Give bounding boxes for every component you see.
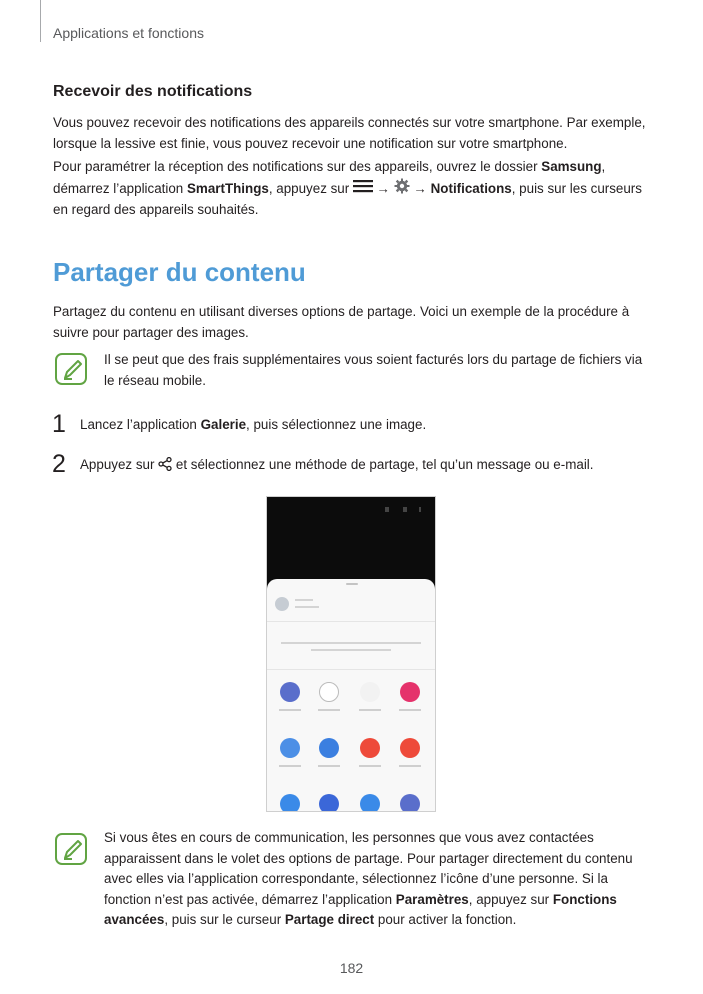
app-label-placeholder — [318, 709, 340, 711]
app-icon — [319, 738, 339, 758]
status-icon — [385, 507, 389, 512]
step-text: Appuyez sur et sélectionnez une méthode de partage, tel qu’un message ou e-mail. — [80, 457, 594, 473]
app-label-placeholder — [279, 765, 301, 767]
contact-name-placeholder — [295, 599, 313, 601]
app-label-placeholder — [399, 709, 421, 711]
note-mobile-fees: Il se peut que des frais supplémentaires vous soient facturés lors du partage de fichiers via le réseau mobile. — [104, 352, 643, 388]
contact-avatar — [275, 597, 289, 611]
app-icon — [400, 682, 420, 702]
step-text: Lancez l’application Galerie, puis sélectionnez une image. — [80, 417, 427, 432]
notifications-paragraph-1: Vous pouvez recevoir des notifications des appareils connectés sur votre smartphone. Par exemple, lorsque la lessive est finie, vous pouvez recevoir une notification sur votre smartphone. — [53, 115, 646, 151]
app-label-placeholder — [279, 709, 301, 711]
sheet-divider — [267, 621, 435, 622]
app-icon — [280, 738, 300, 758]
gear-icon — [394, 178, 410, 201]
share-sheet — [267, 579, 435, 812]
app-label-placeholder — [318, 765, 340, 767]
app-icon — [280, 794, 300, 812]
app-label-placeholder — [359, 709, 381, 711]
app-icon — [360, 682, 380, 702]
share-panel-screenshot — [266, 496, 436, 812]
section-title-notifications: Recevoir des notifications — [53, 83, 253, 100]
direct-share-placeholder — [311, 649, 391, 651]
note-icon — [55, 353, 87, 385]
step-number: 2 — [52, 450, 66, 478]
note-icon — [55, 833, 87, 865]
app-icon — [400, 738, 420, 758]
sheet-divider — [267, 669, 435, 670]
app-icon — [319, 682, 339, 702]
page-number: 182 — [339, 960, 364, 976]
direct-share-placeholder — [281, 642, 421, 644]
status-icon — [403, 507, 407, 512]
app-icon — [360, 738, 380, 758]
more-icon — [419, 507, 421, 512]
app-icon — [360, 794, 380, 812]
contact-detail-placeholder — [295, 606, 319, 608]
header-rule — [40, 0, 41, 42]
notifications-paragraph-2: Pour paramétrer la réception des notifications sur des appareils, ouvrez le dossier Samsung, démarrez l’application SmartThings, appuyez sur → → Notifications, puis sur les curseurs en regard des appareils souhaités. — [53, 159, 642, 217]
app-icon — [280, 682, 300, 702]
app-icon — [400, 794, 420, 812]
app-label-placeholder — [399, 765, 421, 767]
page-header: Applications et fonctions — [53, 25, 204, 41]
share-intro: Partagez du contenu en utilisant diverses options de partage. Voici un exemple de la procédure à suivre pour partager des images. — [53, 304, 630, 340]
app-label-placeholder — [359, 765, 381, 767]
step-number: 1 — [52, 410, 66, 438]
sheet-handle — [346, 583, 358, 585]
section-title-share: Partager du contenu — [53, 257, 306, 287]
share-icon — [158, 457, 172, 474]
menu-icon — [353, 179, 373, 200]
note-direct-share: Si vous êtes en cours de communication, les personnes que vous avez contactées apparaissent dans le volet des options de partage. Pour partager directement du contenu avec elles via l’application correspondante, sélectionnez l’icône d’une personne. Si la fonction n’est pas activée, démarrez l’application Paramètres, appuyez sur Fonctions avancées, puis sur le curseur Partage direct pour activer la fonction. — [104, 830, 633, 927]
app-icon — [319, 794, 339, 812]
